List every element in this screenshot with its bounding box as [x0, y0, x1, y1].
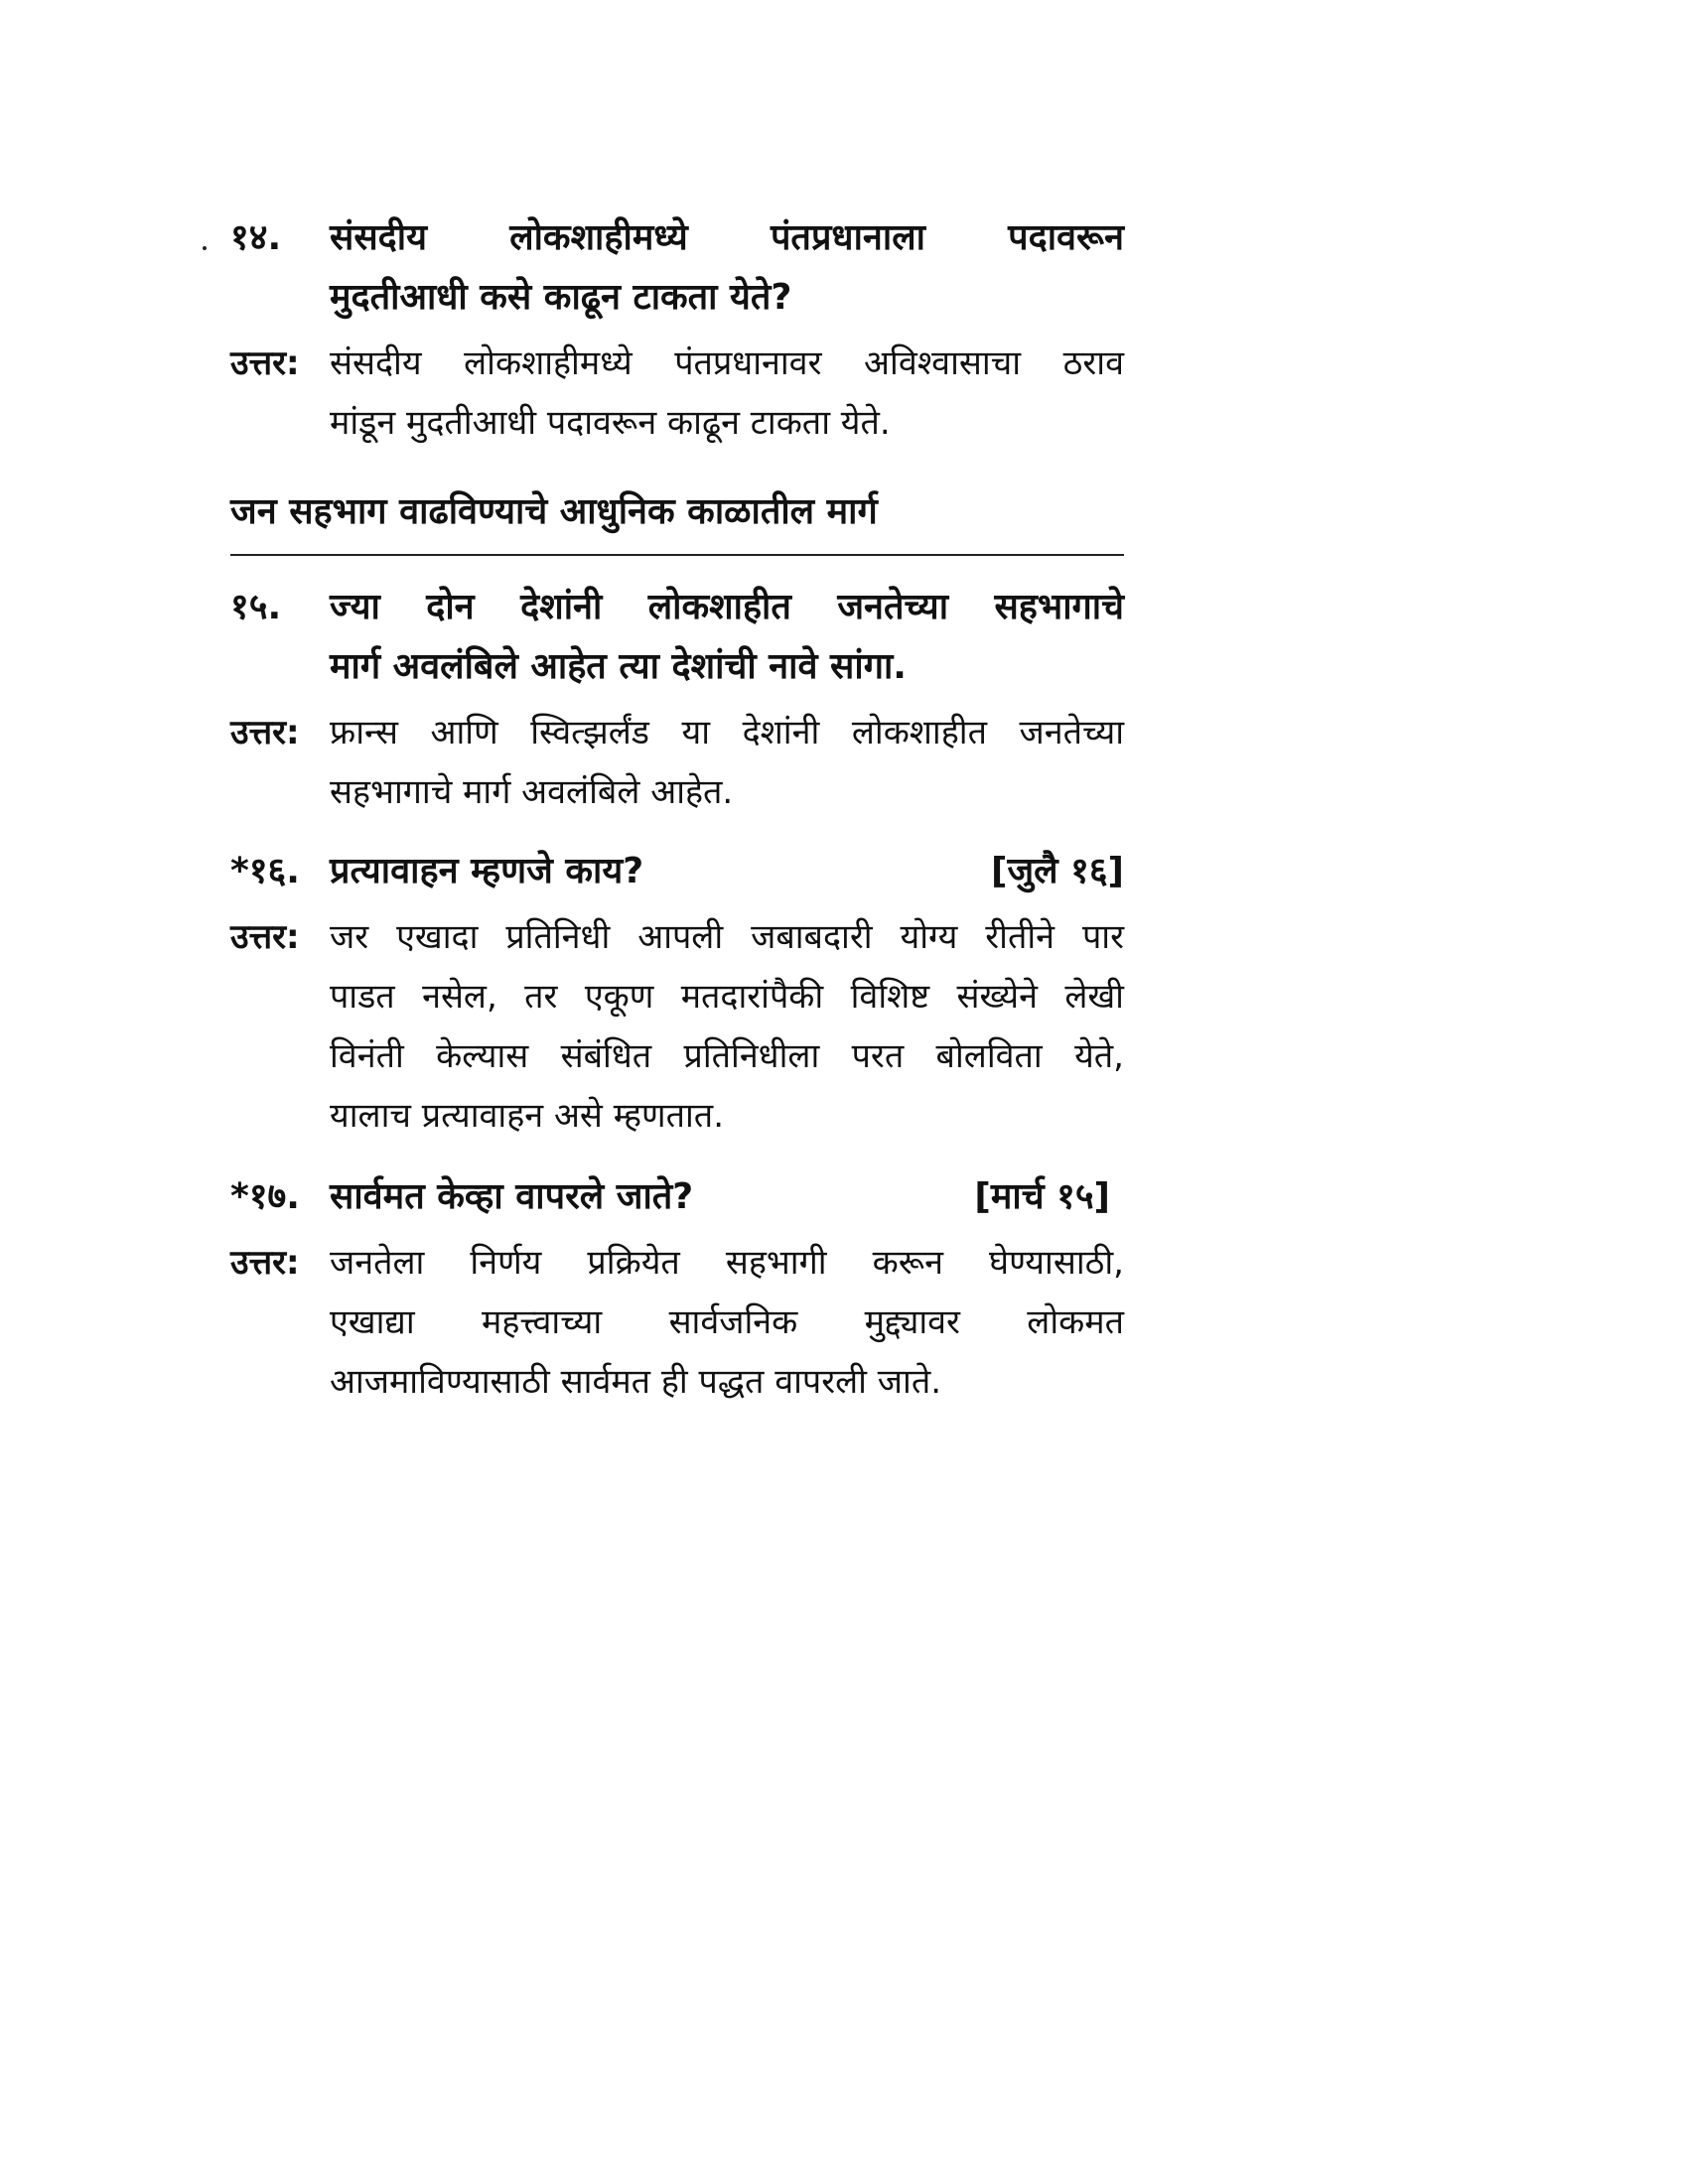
question-15 [230, 578, 1124, 822]
answer-text: यालाच प्रत्यावाहन असे म्हणतात. [330, 1096, 724, 1136]
answer-text: पाडत नसेल, तर एकूण मतदारांपैकी विशिष्ट संख्येने लेखी [330, 977, 1124, 1017]
section-divider [230, 554, 1124, 556]
question-text: मार्ग अवलंबिले आहेत त्या देशांची नावे सांगा. [330, 646, 907, 687]
answer-text: जनतेला निर्णय प्रक्रियेत सहभागी करून घेण्यासाठी, [330, 1243, 1124, 1283]
answer-label: उत्तर: [230, 713, 300, 752]
question-text: संसदीय लोकशाहीमध्ये पंतप्रधानाला पदावरून [330, 217, 1124, 258]
question-text: प्रत्यावाहन म्हणजे काय? [330, 851, 644, 891]
question-text: मुदतीआधी कसे काढून टाकता येते? [330, 277, 792, 318]
exam-tag: [मार्च १५] [974, 1176, 1110, 1217]
question-text: ज्या दोन देशांनी लोकशाहीत जनतेच्या सहभागाचे [330, 587, 1124, 627]
question-17 [230, 1167, 1124, 1412]
scan-speck [203, 246, 207, 250]
answer-text: आजमाविण्यासाठी सार्वमत ही पद्धत वापरली जाते. [330, 1362, 942, 1402]
answer-label: उत्तर: [230, 1243, 300, 1283]
answer-text: फ्रान्स आणि स्वित्झर्लंड या देशांनी लोकशाहीत जनतेच्या [330, 713, 1124, 752]
question-14 [230, 208, 1124, 453]
answer-label: उत्तर: [230, 917, 300, 957]
answer-text: संसदीय लोकशाहीमध्ये पंतप्रधानावर अविश्वासाचा ठराव [330, 343, 1124, 383]
answer-label: उत्तर: [230, 343, 300, 383]
answer-text: मांडून मुदतीआधी पदावरून काढून टाकता येते. [330, 403, 891, 443]
answer-text: सहभागाचे मार्ग अवलंबिले आहेत. [330, 772, 734, 812]
question-number: १५. [230, 587, 282, 627]
answer-text: जर एखादा प्रतिनिधी आपली जबाबदारी योग्य रीतीने पार [330, 917, 1124, 957]
question-number: *१६. [230, 851, 300, 891]
answer-text: विनंती केल्यास संबंधित प्रतिनिधीला परत बोलविता येते, [330, 1036, 1124, 1076]
question-text: सार्वमत केव्हा वापरले जाते? [330, 1176, 694, 1217]
question-number: १४. [230, 217, 282, 258]
answer-text: एखाद्या महत्त्वाच्या सार्वजनिक मुद्द्यावर लोकमत [330, 1302, 1124, 1342]
question-number: *१७. [230, 1176, 300, 1217]
exam-tag: [जुलै १६] [991, 851, 1124, 891]
question-16 [230, 842, 1124, 1146]
section-heading: जन सहभाग वाढविण्याचे आधुनिक काळातील मार्ग [230, 491, 878, 532]
